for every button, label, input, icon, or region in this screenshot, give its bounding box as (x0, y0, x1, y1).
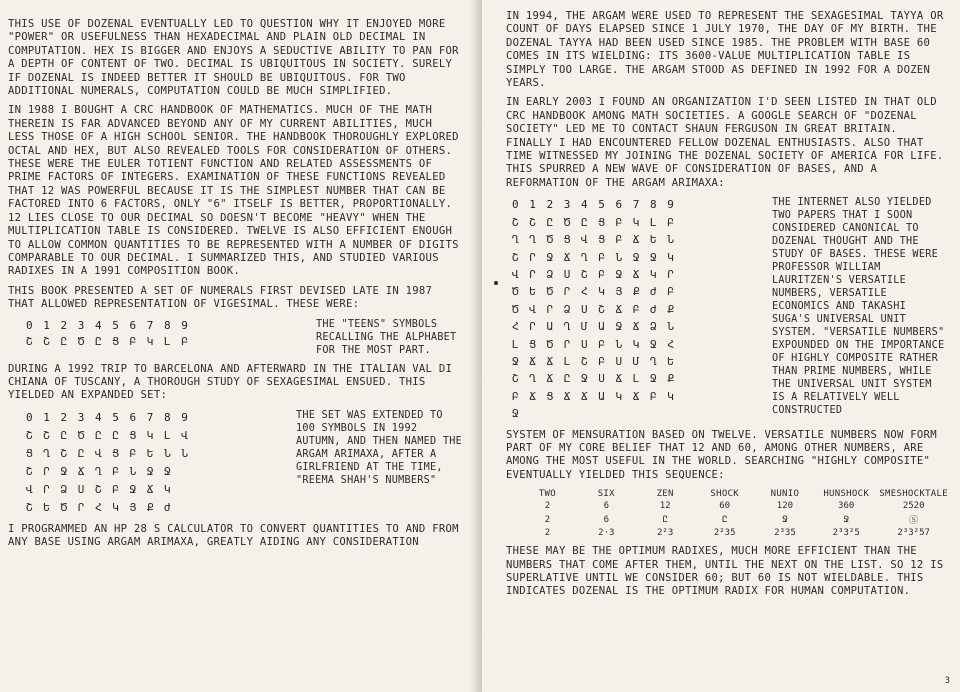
left-paragraph-5: I PROGRAMMED AN HP 28 S CALCULATOR TO CONVERT QUANTITIES TO AND FROM ANY BASE USING ARGAM ARIMAXA, GREATLY AIDING ANY CONSIDERATION (8, 522, 459, 549)
argam-row: Ջ Ճ Ճ Լ Շ Բ Ս Մ Ղ Ե (512, 354, 676, 368)
vigesimal-note: THE "TEENS" SYMBOLS RECALLING THE ALPHABET FOR THE MOST PART. (316, 318, 457, 356)
sequence-value: 60 (719, 501, 731, 512)
sequence-value: 6 (603, 501, 609, 512)
sequence-glyphs-row (518, 512, 950, 527)
argam-row: Լ Ց Ծ Ր Ս Բ Ն Կ Ջ Հ (512, 337, 676, 351)
left-paragraph-2: IN 1988 I BOUGHT A CRC HANDBOOK OF MATHEMATICS. MUCH OF THE MATH THEREIN IS FAR ADVANCED BEYOND ANY OF MY CURRENT ABILITIES, MUCH LESS THOSE OF A HIGH SCHOOL SENIOR. THE HANDBOOK THOROUGHLY EXPLORED OCTAL AND HEX, BUT ALSO REVEALED TOOLS FOR CONSIDERATION OF OTHERS. THESE WERE THE EULER TOTIENT FUNCTION AND RELATED ASSESSMENTS OF PRIME FACTORS OF INTEGERS. EXAMINATION OF THESE FUNCTIONS REVEALED THAT 12 WAS POWERFUL BECAUSE IT IS THE SIMPLEST NUMBER THAT CAN BE FACTORED INTO 6 FACTORS, ONLY "6" ITSELF IS BETTER, PROPORTIONALLY. 12 LIES CLOSE TO OUR DECIMAL SO DOESN'T BECOME "HEAVY" WHEN THE MULTIPLICATION TABLE IS CONSIDERED. TWELVE IS ALSO EFFICIENT ENOUGH TO ALLOW COMMON QUANTITIES TO BE REPRESENTED WITH A NUMBER OF DIGITS COMPARABLE TO OUR DECIMAL. I SUMMARIZED THIS, AND STUDIED VARIOUS RADIXES IN A 1991 COMPOSITION BOOK. (8, 104, 459, 278)
sequence-name: SIX (597, 489, 615, 500)
argam-numerals (506, 196, 762, 422)
sequence-glyph: 2 (544, 514, 551, 525)
sexagesimal-numerals (8, 409, 286, 517)
sequence-name: SMESHOCKTALE (879, 489, 948, 500)
argam-row: Վ Ր Ձ Ս Շ Բ Ջ Ճ Կ Ր (512, 267, 676, 281)
sequence-name: NUNIO (770, 489, 800, 500)
sequence-value: 2520 (902, 501, 925, 512)
right-paragraph-1: IN 1994, THE ARGAM WERE USED TO REPRESENT THE SEXAGESIMAL TAYYA OR COUNT OF DAYS ELAPSED SINCE 1 JULY 1970, THE DAY OF MY BIRTH. THE DOZENAL TAYYA HAD BEEN USED SINCE 1985. THE PROBLEM WITH BASE 60 COMES IN ITS WIELDING: ITS 3600-VALUE MULTIPLICATION TABLE IS SIMPLY TOO LARGE. THE ARGAM STOOD AS DEFINED IN 1992 FOR A DOZEN YEARS. (506, 10, 944, 90)
sequence-factor: 2³3²57 (897, 528, 930, 539)
sequence-glyph: Ը (721, 514, 728, 525)
sequence-values-row (518, 500, 950, 512)
sequence-name: HUNSHOCK (823, 489, 870, 500)
sequence-value: 2 (544, 501, 551, 512)
right-page (482, 0, 960, 692)
argam-row: Բ Ճ Ց Ճ Ճ Ա Կ Ճ Բ Կ (512, 389, 676, 403)
vigesimal-block (8, 318, 464, 357)
argam-row: Շ Ր Ջ Ճ Ղ Բ Ն Ջ Ջ Կ (512, 250, 676, 264)
sequence-name: TWO (538, 489, 556, 500)
argam-row: Ղ Ղ Ծ Ց Վ Ց Բ Ճ Ե Ն (512, 233, 676, 247)
sequence-factor: 2²3 (657, 528, 674, 539)
left-paragraph-3: THIS BOOK PRESENTED A SET OF NUMERALS FIRST DEVISED LATE IN 1987 THAT ALLOWED REPRESENTATION OF VIGESIMAL. THESE WERE: (8, 284, 433, 311)
argam-block (506, 196, 950, 422)
sequence-glyph: Ը (662, 514, 668, 525)
page-number: 3 (944, 676, 950, 686)
sequence-factors-row (518, 527, 950, 539)
argam-row: Ծ Ե Ծ Ր Հ Կ Յ Ք Ժ Բ (512, 285, 676, 299)
argam-row: Հ Ր Ա Ղ Մ Ա Ջ Ճ Ձ Ն (512, 320, 676, 334)
vigesimal-row-2: Շ Շ Ը Ծ Ը Ց Բ Կ Լ Բ (26, 334, 190, 348)
sequence-factor: 2³35 (774, 528, 796, 539)
sequence-glyph: Ⓢ (909, 516, 919, 527)
sequence-factor: 2 (544, 528, 551, 539)
argam-row: Շ Ղ Ճ Ը Ջ Ս Ճ Լ Ջ Ք (512, 372, 676, 386)
sequence-names-row (518, 488, 950, 500)
ink-dot (494, 281, 498, 285)
sequence-value: 12 (659, 501, 671, 512)
sequence-factor: 2·3 (598, 528, 615, 539)
argam-row: Շ Շ Ը Ծ Ը Ց Բ Կ Լ Բ (512, 215, 676, 229)
sexagesimal-row: Շ Շ Ը Ծ Ը Ը Ց Կ Լ Վ (26, 428, 190, 442)
sexagesimal-row: Շ Ր Ջ Ճ Ղ Բ Ն Ջ Ջ (26, 464, 173, 478)
sexagesimal-note: THE SET WAS EXTENDED TO 100 SYMBOLS IN 1992 AUTUMN, AND THEN NAMED THE ARGAM ARIMAXA, AFTER A GIRLFRIEND AT THE TIME, "REEMA SHAH'S NUMBERS" (296, 409, 462, 486)
sequence-name: SHOCK (710, 489, 739, 500)
sexagesimal-row: 0 1 2 3 4 5 6 7 8 9 (26, 410, 190, 424)
argam-note: THE INTERNET ALSO YIELDED TWO PAPERS THAT I SOON CONSIDERED CANONICAL TO DOZENAL THOUGHT AND THE STUDY OF BASES. THESE WERE PROFESSOR WILLIAM LAURITZEN'S VERSATILE NUMBERS, VERSATILE ECONOMICS AND TAKASHI SUGA'S UNIVERSAL UNIT SYSTEM. "VERSATILE NUMBERS" EXPOUNDED ON THE IMPORTANCE OF HIGHLY COMPOSITE RATHER THAN PRIME NUMBERS, WHILE THE UNIVERSAL UNIT SYSTEM IS A RELATIVELY WELL CONSTRUCTED (772, 197, 945, 417)
argam-row: Ջ (512, 407, 521, 421)
sequence-glyph: Ջ (843, 514, 849, 525)
sequence-name: ZEN (656, 489, 674, 500)
sequence-value: 120 (776, 501, 794, 512)
sequence-value: 360 (838, 501, 855, 512)
sexagesimal-row: Վ Ր Ձ Ս Շ Բ Ջ Ճ Կ (26, 482, 173, 496)
sequence-glyph: 6 (603, 514, 609, 525)
vigesimal-row-1: 0 1 2 3 4 5 6 7 8 9 (26, 318, 190, 332)
right-paragraph-3: SYSTEM OF MENSURATION BASED ON TWELVE. VERSATILE NUMBERS NOW FORM PART OF MY CORE BELIEF THAT 12 AND 60, AMONG OTHER NUMBERS, ARE AMONG THE MOST USEFUL IN THE WORLD. SEARCHING "HIGHLY COMPOSITE" EVENTUALLY YIELDED THIS SEQUENCE: (506, 428, 937, 481)
sequence-glyph: Ջ (782, 514, 788, 525)
left-paragraph-1: THIS USE OF DOZENAL EVENTUALLY LED TO QUESTION WHY IT ENJOYED MORE "POWER" OR USEFULNESS THAN HEXADECIMAL AND PLAIN OLD DECIMAL IN COMPUTATION. HEX IS BIGGER AND ENJOYS A SEDUCTIVE ABILITY TO PAN FOR A DEPTH OF CONTENT OF TWO. DECIMAL IS UBIQUITOUS IN SOCIETY. SURELY IF DOZENAL IS INDEED BETTER IT SHOULD BE UBIQUITOUS. FOR TWO ADDITIONAL NUMERALS, COMPUTATION COULD BE MUCH SIMPLIFIED. (8, 18, 459, 98)
right-paragraph-4: THESE MAY BE THE OPTIMUM RADIXES, MUCH MORE EFFICIENT THAN THE NUMBERS THAT COME AFTER THEM, UNTIL THE NEXT ON THE LIST. SO 12 IS SUPERLATIVE UNTIL WE CONSIDER 60; BUT 60 IS NOT WIELDABLE. THIS INDICATES DOZENAL IS THE OPTIMUM RADIX FOR HUMAN COMPUTATION. (506, 545, 944, 598)
argam-row: 0 1 2 3 4 5 6 7 8 9 (512, 198, 676, 212)
left-paragraph-4: DURING A 1992 TRIP TO BARCELONA AND AFTERWARD IN THE ITALIAN VAL DI CHIANA OF TUSCANY, A THOROUGH STUDY OF SEXAGESIMAL ENSUED. THIS YIELDED AN EXPANDED SET: (8, 362, 453, 402)
vigesimal-numerals (8, 318, 306, 357)
sequence-factor: 2³3²5 (832, 528, 860, 539)
left-page (0, 0, 478, 692)
highly-composite-sequence (518, 488, 950, 539)
sexagesimal-row: Շ Ե Ծ Ր Հ Կ Յ Ք Ժ (26, 500, 173, 514)
sexagesimal-row: Ց Ղ Շ Ը Վ Ց Բ Ե Ն Ն (26, 446, 190, 460)
sequence-factor: 2²35 (713, 528, 736, 539)
right-paragraph-2: IN EARLY 2003 I FOUND AN ORGANIZATION I'D SEEN LISTED IN THAT OLD CRC HANDBOOK AMONG MATH SOCIETIES. A GOOGLE SEARCH OF "DOZENAL SOCIETY" LED ME TO CONTACT SHAUN FERGUSON IN GREAT BRITAIN. FINALLY I HAD ENCOUNTERED FELLOW DOZENAL ENTHUSIASTS. ALSO THAT TIME WITNESSED MY JOINING THE DOZENAL SOCIETY OF AMERICA FOR LIFE. THIS SPURRED A NEW WAVE OF CONSIDERATION OF BASES, AND A REFORMATION OF THE ARGAM ARIMAXA: (506, 96, 944, 189)
sexagesimal-block (8, 409, 464, 517)
argam-row: Ծ Վ Ր Ձ Ս Շ Ճ Բ Ժ Ք (512, 302, 676, 316)
